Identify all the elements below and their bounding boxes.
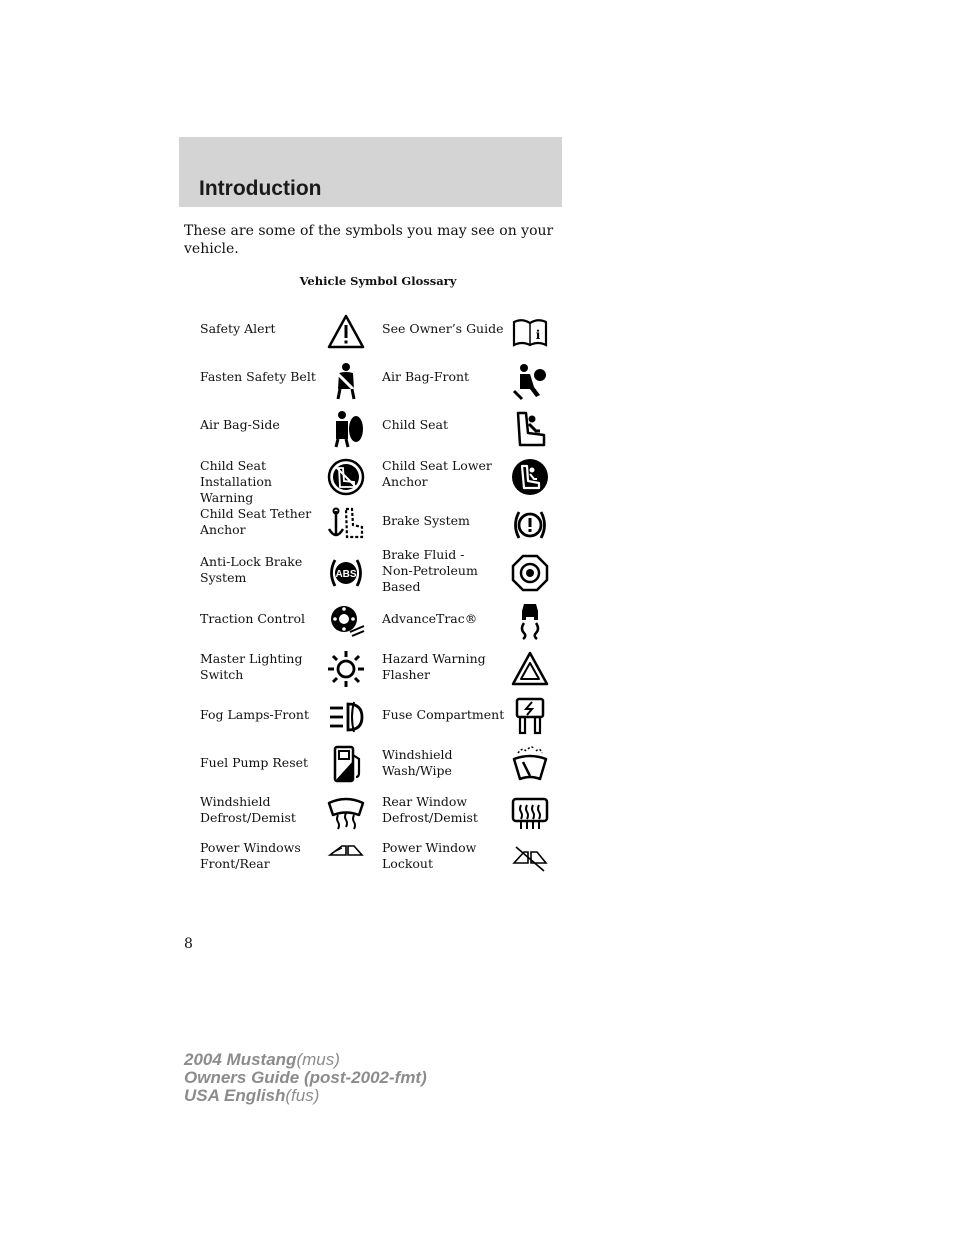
symbol-label: Fuse Compartment <box>382 707 505 722</box>
symbol-label: Child Seat Installation Warning <box>200 458 272 505</box>
svg-text:ABS: ABS <box>335 569 357 580</box>
glossary-row <box>200 793 560 841</box>
symbol-label: Child Seat <box>382 417 449 432</box>
svg-text:i: i <box>535 328 541 342</box>
child-seat-anchor-icon <box>510 457 550 497</box>
symbol-label: Brake System <box>382 513 470 528</box>
airbag-side-icon <box>326 409 366 449</box>
symbol-label: Fasten Safety Belt <box>200 369 316 384</box>
windshield-wiper-icon <box>510 745 550 785</box>
symbol-label: Power Window Lockout <box>382 840 477 871</box>
footer-line-2: Owners Guide (post-2002-fmt) <box>184 1068 427 1087</box>
brake-fluid-icon <box>510 553 550 593</box>
glossary-row <box>200 841 560 889</box>
fuel-pump-icon <box>326 745 366 785</box>
traction-control-icon <box>326 601 366 641</box>
windshield-defrost-icon <box>326 793 366 833</box>
symbol-label: Safety Alert <box>200 321 276 336</box>
symbol-label: Rear Window Defrost/Demist <box>382 794 478 825</box>
airbag-front-icon <box>510 361 550 401</box>
master-lighting-icon <box>326 649 366 689</box>
intro-paragraph: These are some of the symbols you may see on your vehicle. <box>184 223 554 257</box>
book-info-icon <box>510 313 550 353</box>
seatbelt-icon <box>326 361 366 401</box>
symbol-label: Air Bag-Front <box>382 369 470 384</box>
glossary-row <box>200 409 560 457</box>
glossary-row <box>200 547 560 601</box>
symbol-label: Child Seat Tether Anchor <box>200 506 312 537</box>
glossary-row <box>200 313 560 361</box>
brake-system-icon <box>510 505 550 545</box>
symbol-label: AdvanceTrac® <box>382 611 478 626</box>
footer-line-3: USA English(fus) <box>184 1086 320 1105</box>
rear-defrost-icon <box>510 793 550 833</box>
symbol-label: Windshield Defrost/Demist <box>200 794 296 825</box>
symbol-label: Power Windows Front/Rear <box>200 840 301 871</box>
power-windows-icon <box>326 841 366 881</box>
section-header <box>179 137 562 207</box>
symbol-label: Traction Control <box>200 611 305 626</box>
glossary-title: Vehicle Symbol Glossary <box>299 274 457 288</box>
symbol-label: See Owner’s Guide <box>382 321 504 336</box>
abs-icon <box>326 553 366 593</box>
section-title: Introduction <box>199 177 322 200</box>
window-lockout-icon <box>510 841 550 881</box>
fog-lamp-icon <box>326 697 366 737</box>
symbol-label: Master Lighting Switch <box>200 651 303 682</box>
glossary-row <box>200 697 560 745</box>
symbol-label: Child Seat Lower Anchor <box>382 458 492 489</box>
glossary-row <box>200 649 560 697</box>
child-seat-icon <box>510 409 550 449</box>
fuse-icon <box>510 697 550 737</box>
page-number: 8 <box>184 936 193 952</box>
glossary-row <box>200 505 560 553</box>
footer-line-1: 2004 Mustang(mus) <box>184 1050 340 1069</box>
child-seat-warning-icon <box>326 457 366 497</box>
symbol-label: Fog Lamps-Front <box>200 707 309 722</box>
advancetrac-icon <box>510 601 550 641</box>
tether-anchor-icon <box>326 505 366 545</box>
symbol-label: Brake Fluid - Non-Petroleum Based <box>382 547 478 594</box>
hazard-warning-icon <box>510 649 550 689</box>
symbol-label: Air Bag-Side <box>200 417 280 432</box>
symbol-label: Anti-Lock Brake System <box>200 554 303 585</box>
warning-triangle-icon <box>326 313 366 353</box>
glossary-row <box>200 745 560 793</box>
glossary-row <box>200 457 560 505</box>
document-footer <box>184 1051 427 1105</box>
symbol-label: Fuel Pump Reset <box>200 755 309 770</box>
glossary-row <box>200 361 560 409</box>
glossary-row <box>200 601 560 649</box>
symbol-label: Hazard Warning Flasher <box>382 651 486 682</box>
symbol-label: Windshield Wash/Wipe <box>382 747 453 778</box>
